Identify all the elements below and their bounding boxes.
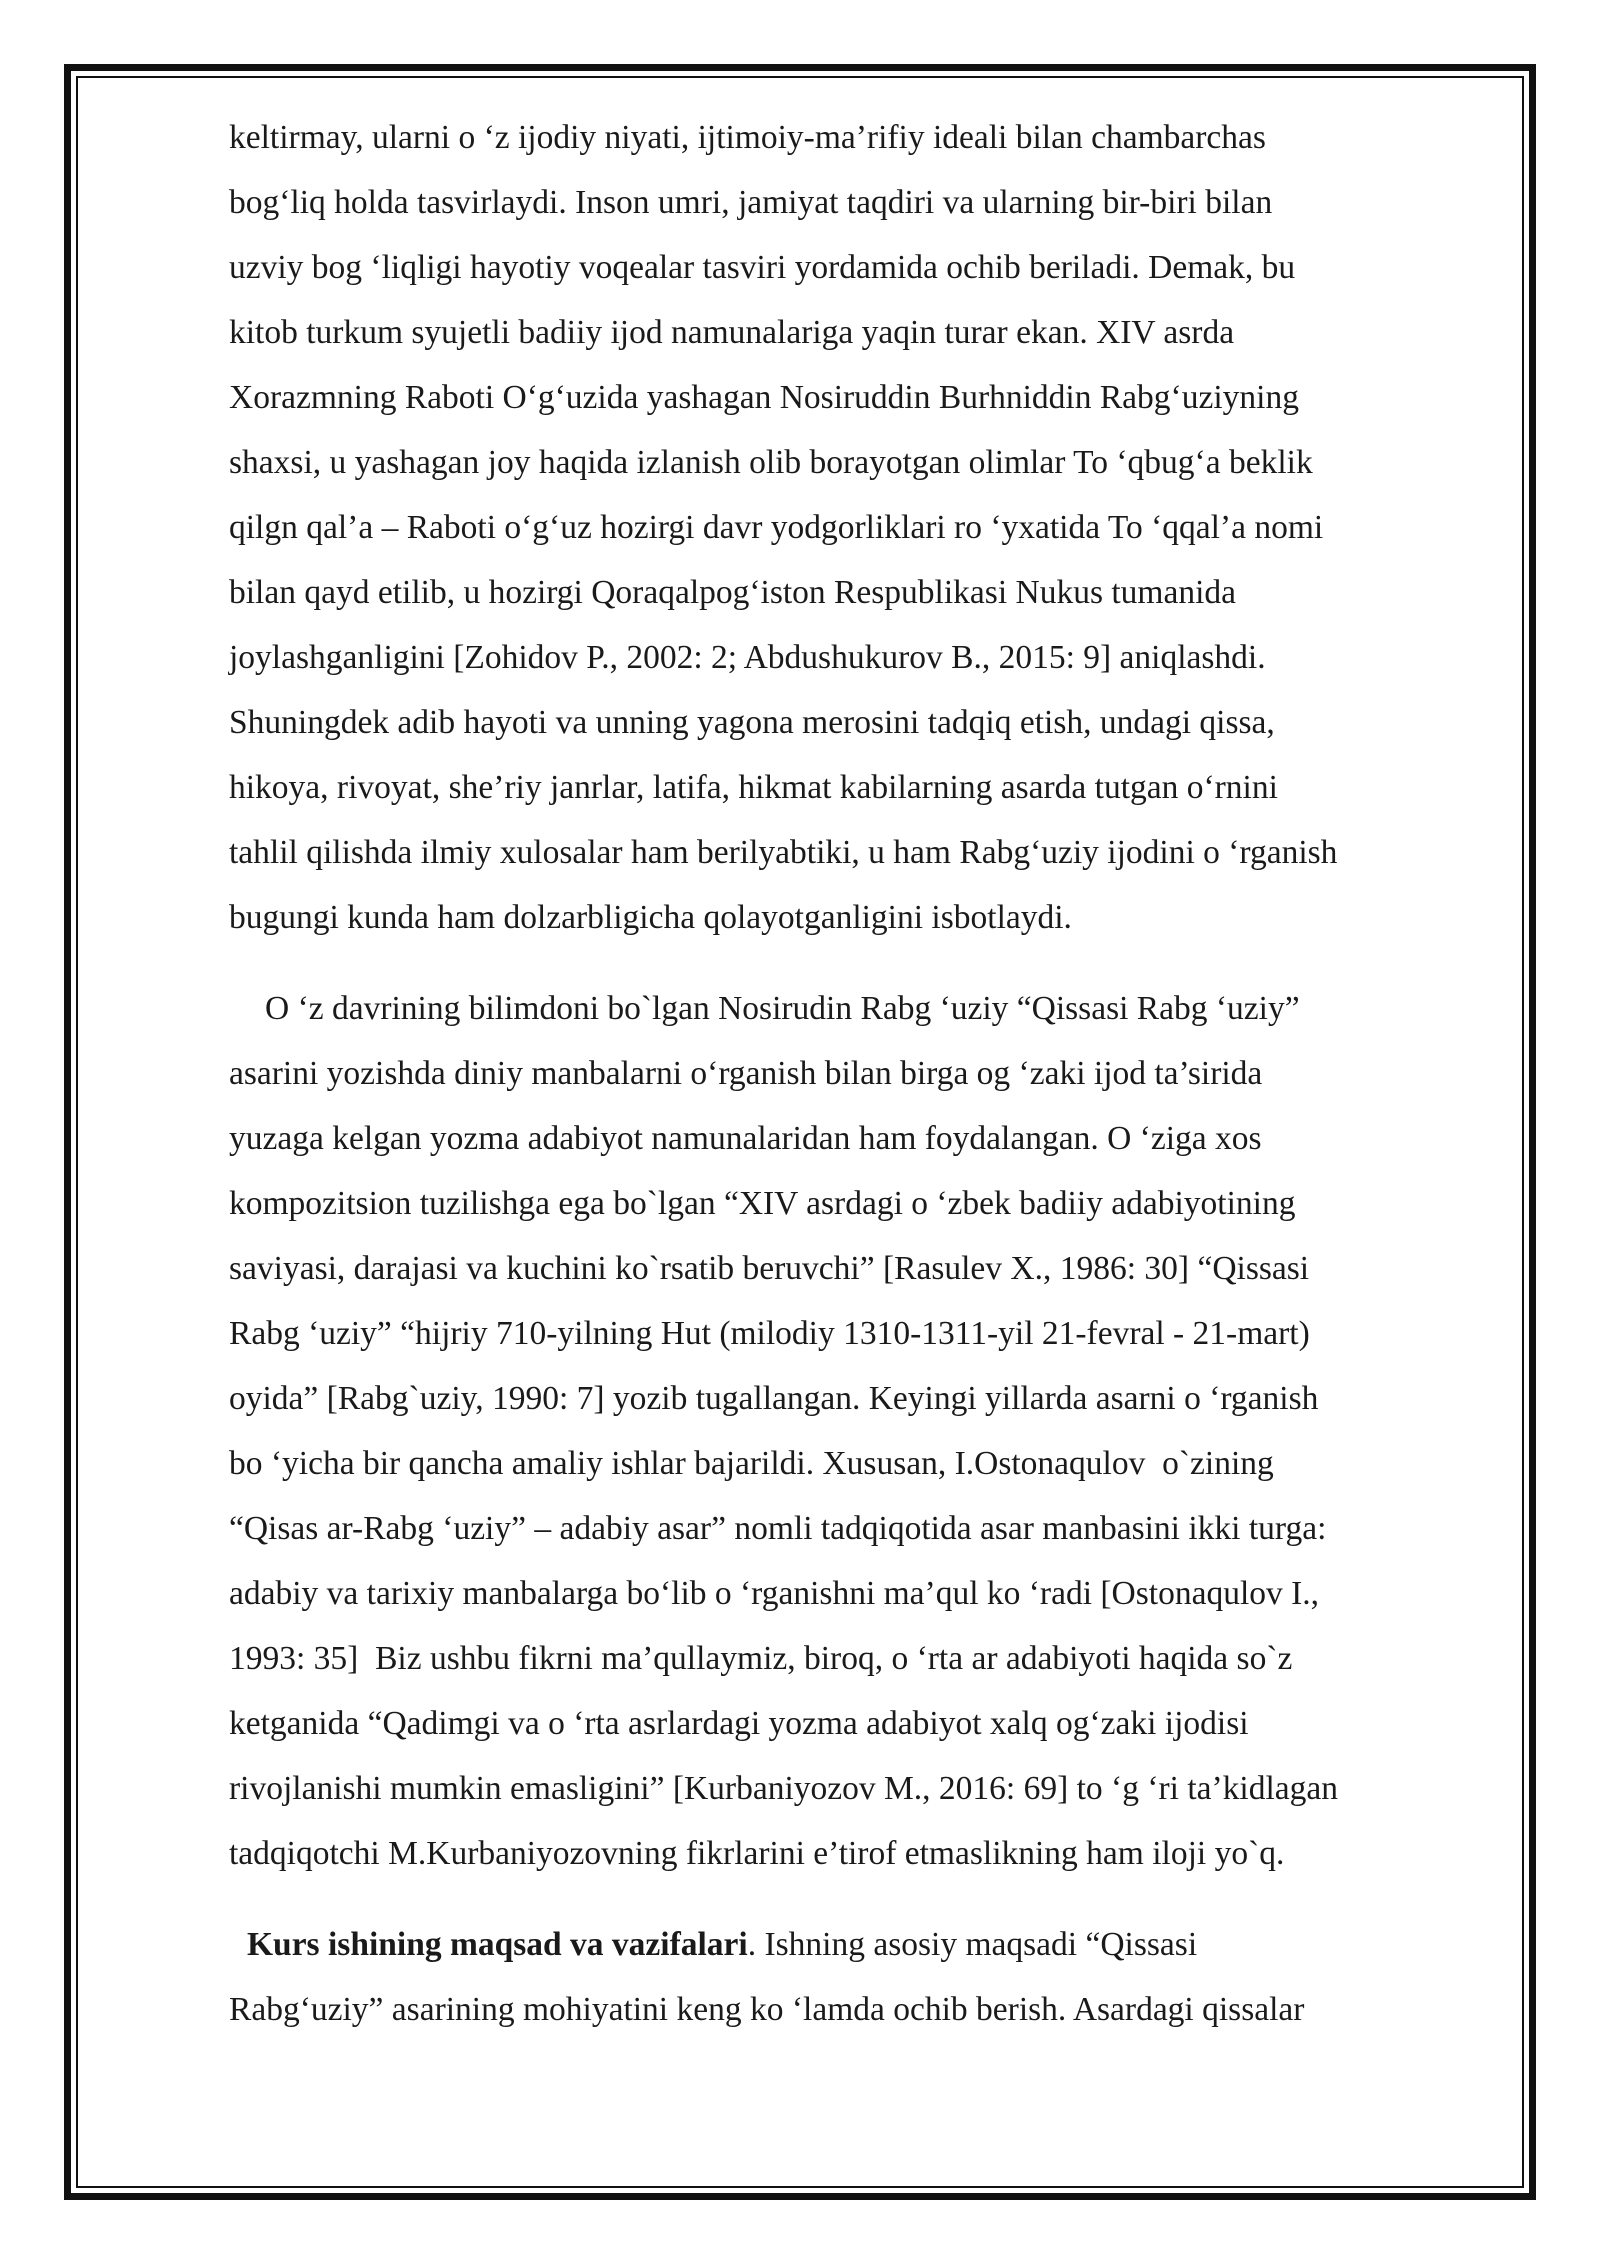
heading-continuation: . Ishning asosiy maqsadi “Qissasi	[747, 1926, 1198, 1963]
text-line: oyida” [Rabg`uziy, 1990: 7] yozib tugallangan. Keyingi yillarda asarni o ‘rganish	[229, 1380, 1319, 1417]
section-heading: Kurs ishining maqsad va vazifalari	[247, 1926, 748, 1963]
paragraph-1	[229, 105, 1491, 950]
text-line: hikoya, rivoyat, she’riy janrlar, latifa, hikmat kabilarning asarda tutgan o‘rnini	[229, 769, 1278, 806]
text-line: 1993: 35] Biz ushbu fikrni ma’qullaymiz, biroq, o ‘rta ar adabiyoti haqida so`z	[229, 1640, 1293, 1677]
text-line: kompozitsion tuzilishga ega bo`lgan “XIV asrdagi o ‘zbek badiiy adabiyotining	[229, 1185, 1296, 1222]
text-line: Shuningdek adib hayoti va unning yagona merosini tadqiq etish, undagi qissa,	[229, 704, 1275, 741]
paragraph-2	[229, 976, 1491, 1886]
text-line: uzviy bog ‘liqligi hayotiy voqealar tasviri yordamida ochib beriladi. Demak, bu	[229, 249, 1296, 286]
text-line: ketganida “Qadimgi va o ‘rta asrlardagi yozma adabiyot xalq og‘zaki ijodisi	[229, 1705, 1249, 1742]
text-line: asarini yozishda diniy manbalarni o‘rganish bilan birga og ‘zaki ijod ta’sirida	[229, 1055, 1263, 1092]
text-line: rivojlanishi mumkin emasligini” [Kurbaniyozov M., 2016: 69] to ‘g ‘ri ta’kidlagan	[229, 1770, 1339, 1807]
text-line: “Qisas ar-Rabg ‘uziy” – adabiy asar” nomli tadqiqotida asar manbasini ikki turga:	[229, 1510, 1327, 1547]
text-line: Rabg ‘uziy” “hijriy 710-yilning Hut (milodiy 1310-1311-yil 21-fevral - 21-mart)	[229, 1315, 1310, 1352]
text-line: bilan qayd etilib, u hozirgi Qoraqalpog‘iston Respublikasi Nukus tumanida	[229, 574, 1237, 611]
text-line: bog‘liq holda tasvirlaydi. Inson umri, jamiyat taqdiri va ularning bir-biri bilan	[229, 184, 1273, 221]
text-line: kitob turkum syujetli badiiy ijod namunalariga yaqin turar ekan. XIV asrda	[229, 314, 1235, 351]
text-line: tahlil qilishda ilmiy xulosalar ham berilyabtiki, u ham Rabg‘uziy ijodini o ‘rganish	[229, 834, 1338, 871]
text-line: Rabg‘uziy” asarining mohiyatini keng ko ‘lamda ochib berish. Asardagi qissalar	[229, 1991, 1305, 2028]
text-line	[229, 1912, 1491, 1977]
paragraph-3	[229, 1912, 1491, 2042]
text-line: shaxsi, u yashagan joy haqida izlanish olib borayotgan olimlar To ‘qbug‘a beklik	[229, 444, 1313, 481]
text-line: saviyasi, darajasi va kuchini ko`rsatib beruvchi” [Rasulev X., 1986: 30] “Qissasi	[229, 1250, 1310, 1287]
text-line: adabiy va tarixiy manbalarga bo‘lib o ‘rganishni ma’qul ko ‘radi [Ostonaqulov I.,	[229, 1575, 1320, 1612]
text-line: Xorazmning Raboti O‘g‘uzida yashagan Nosiruddin Burhniddin Rabg‘uziyning	[229, 379, 1299, 416]
text-line: O ‘z davrining bilimdoni bo`lgan Nosirudin Rabg ‘uziy “Qissasi Rabg ‘uziy”	[265, 990, 1300, 1027]
text-line: joylashganligini [Zohidov P., 2002: 2; Abdushukurov B., 2015: 9] aniqlashdi.	[229, 639, 1266, 676]
document-body	[229, 105, 1491, 2042]
text-line: bo ‘yicha bir qancha amaliy ishlar bajarildi. Xususan, I.Ostonaqulov o`zining	[229, 1445, 1274, 1482]
text-line: bugungi kunda ham dolzarbligicha qolayotganligini isbotlaydi.	[229, 899, 1072, 936]
text-line: qilgn qal’a – Raboti o‘g‘uz hozirgi davr yodgorliklari ro ‘yxatida To ‘qqal’a nomi	[229, 509, 1324, 546]
text-line: tadqiqotchi M.Kurbaniyozovning fikrlarini e’tirof etmaslikning ham iloji yo`q.	[229, 1835, 1285, 1872]
text-line: keltirmay, ularni o ‘z ijodiy niyati, ijtimoiy-ma’rifiy ideali bilan chambarchas	[229, 119, 1266, 156]
text-line: yuzaga kelgan yozma adabiyot namunalaridan ham foydalangan. O ‘ziga xos	[229, 1120, 1262, 1157]
